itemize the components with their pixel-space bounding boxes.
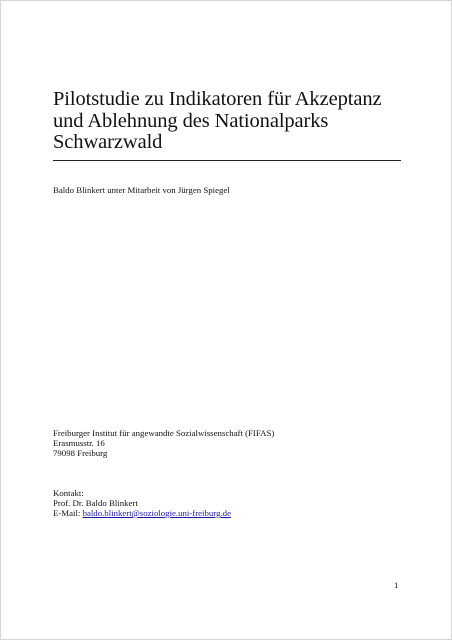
contact-email-line: [53, 508, 231, 518]
institute-city: 79098 Freiburg: [53, 448, 108, 458]
title-underline-rule: [53, 160, 401, 161]
page-number: 1: [394, 580, 399, 590]
contact-block: [53, 488, 231, 518]
email-label: E-Mail:: [53, 508, 83, 518]
title-line-1: Pilotstudie zu Indikatoren für Akzeptanz: [53, 88, 382, 110]
title-line-3: Schwarzwald: [53, 131, 163, 153]
institute-name: Freiburger Institut für angewandte Sozialwissenschaft (FIFAS): [53, 428, 275, 438]
document-title: [53, 89, 403, 154]
email-link[interactable]: baldo.blinkert@soziologie.uni-freiburg.de: [82, 508, 231, 518]
contact-heading: Kontakt:: [53, 488, 84, 498]
title-line-2: und Ablehnung des Nationalparks: [53, 109, 329, 132]
institute-street: Erasmusstr. 16: [53, 438, 105, 448]
institute-address-block: [53, 428, 274, 458]
authors-line: Baldo Blinkert unter Mitarbeit von Jürgen Spiegel: [53, 185, 230, 195]
contact-person: Prof. Dr. Baldo Blinkert: [53, 498, 138, 508]
